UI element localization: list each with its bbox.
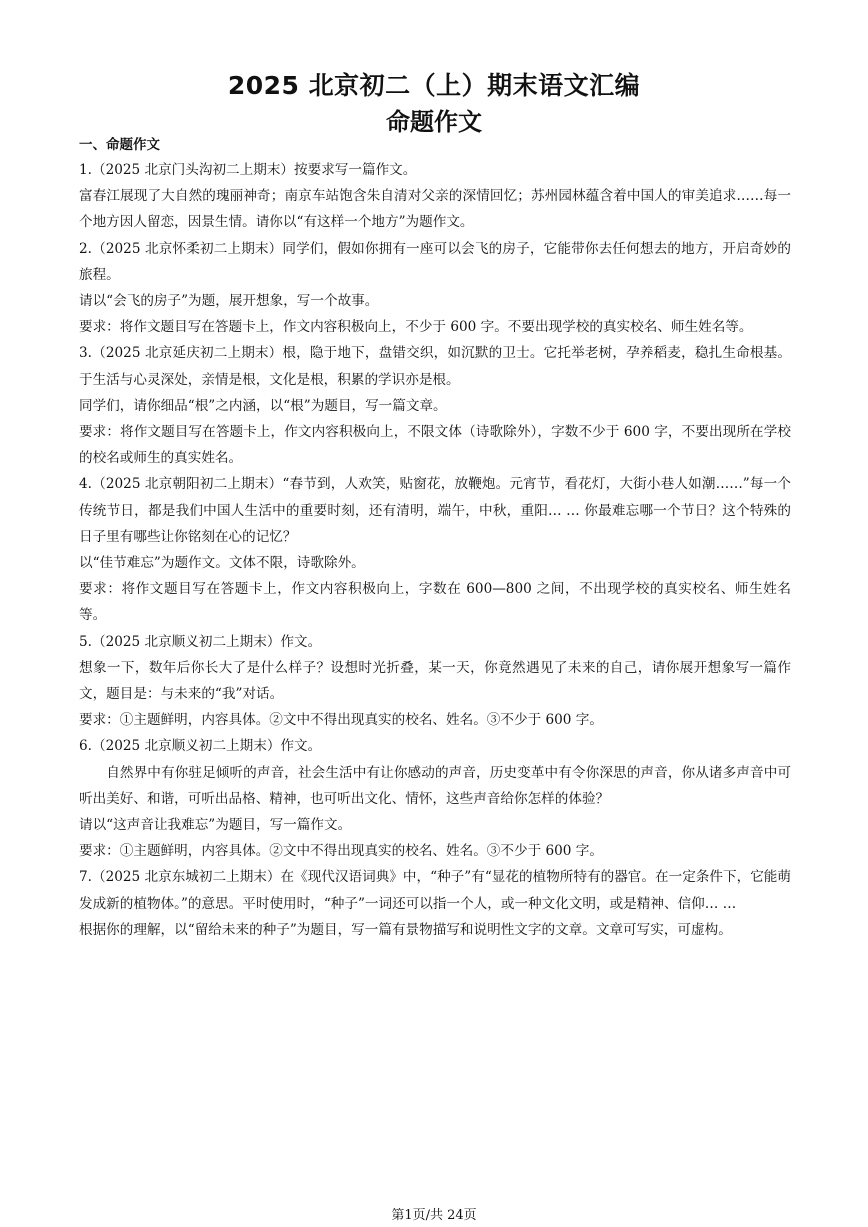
question-1-prompt: 富春江展现了大自然的瑰丽神奇；南京车站饱含朱自清对父亲的深情回忆；苏州园林蕴含着中国人的审美追求……每一个地方因人留恋，因景生情。请你以“有这样一个地方”为题作文。 — [79, 188, 791, 231]
document-subtitle: 命题作文 — [386, 108, 482, 136]
document-body — [79, 138, 791, 943]
question-3-requirements: 要求：将作文题目写在答题卡上，作文内容积极向上，不限文体（诗歌除外），字数不少于 600 字，不要出现所在学校的校名或师生的真实姓名。 — [79, 424, 791, 467]
question-4-requirements: 要求：将作文题目写在答题卡上，作文内容积极向上，字数在 600—800 之间，不出现学校的真实校名、师生姓名等。 — [79, 581, 791, 624]
question-5-prompt: 想象一下，数年后你长大了是什么样子？设想时光折叠，某一天，你竟然遇见了未来的自己，请你展开想象写一篇作文，题目是：与未来的“我”对话。 — [79, 659, 791, 703]
question-3-heading: 3.（2025 北京延庆初二上期末）根，隐于地下，盘错交织，如沉默的卫士。它托举老树，孕养稻麦，稳扎生命根基。于生活与心灵深处，亲情是根，文化是根，积累的学识亦是根。 — [79, 345, 791, 388]
section-heading: 一、命题作文 — [79, 137, 160, 153]
question-1-heading: 1.（2025 北京门头沟初二上期末）按要求写一篇作文。 — [79, 162, 417, 178]
page-footer: 第1页/共 24页 — [391, 1208, 477, 1223]
question-4-instruction: 以“佳节难忘”为题作文。文体不限，诗歌除外。 — [79, 555, 365, 572]
question-6-requirements: 要求：①主题鲜明，内容具体。②文中不得出现真实的校名、姓名。③不少于 600 字。 — [79, 843, 603, 860]
question-6-prompt: 自然界中有你驻足倾听的声音，社会生活中有让你感动的声音，历史变革中有令你深思的声音，你从诸多声音中可听出美好、和谐，可听出品格、精神，也可听出文化、情怀，这些声音给你怎样的体验？ — [79, 764, 791, 807]
question-3-instruction: 同学们，请你细品“根”之内涵，以“根”为题目，写一篇文章。 — [79, 397, 447, 414]
question-7-instruction: 根据你的理解，以“留给未来的种子”为题目，写一篇有景物描写和说明性文字的文章。文章可写实，可虚构。 — [79, 921, 732, 938]
question-2-heading: 2.（2025 北京怀柔初二上期末）同学们，假如你拥有一座可以会飞的房子，它能带你去任何想去的地方，开启奇妙的旅程。 — [79, 240, 791, 283]
question-4-heading: 4.（2025 北京朝阳初二上期末）“春节到，人欢笑，贴窗花，放鞭炮。元宵节，看花灯，大街小巷人如潮……”每一个传统节日，都是我们中国人生活中的重要时刻，还有清明，端午，中秋，重阳… … 你最难忘哪一个节日？这个特殊的日子里有哪些让你铭刻在心的记忆？ — [79, 476, 791, 545]
question-7-heading: 7.（2025 北京东城初二上期末）在《现代汉语词典》中，“种子”有“显花的植物所特有的器官。在一定条件下，它能萌发成新的植物体。”的意思。平时使用时，“种子”一词还可以指一个人，或一种文化文明，或是精神、信仰… … — [79, 869, 791, 912]
document-title: 2025 北京初二（上）期末语文汇编 — [227, 71, 641, 100]
question-5-requirements: 要求：①主题鲜明，内容具体。②文中不得出现真实的校名、姓名。③不少于 600 字。 — [79, 712, 603, 729]
question-2-instruction: 请以“会飞的房子”为题，展开想象，写一个故事。 — [79, 293, 379, 310]
question-5-heading: 5.（2025 北京顺义初二上期末）作文。 — [79, 633, 322, 650]
question-6-heading: 6.（2025 北京顺义初二上期末）作文。 — [79, 738, 322, 755]
question-6-instruction: 请以“这声音让我难忘”为题目，写一篇作文。 — [79, 817, 352, 834]
question-2-requirements: 要求：将作文题目写在答题卡上，作文内容积极向上，不少于 600 字。不要出现学校的真实校名、师生姓名等。 — [79, 319, 753, 336]
